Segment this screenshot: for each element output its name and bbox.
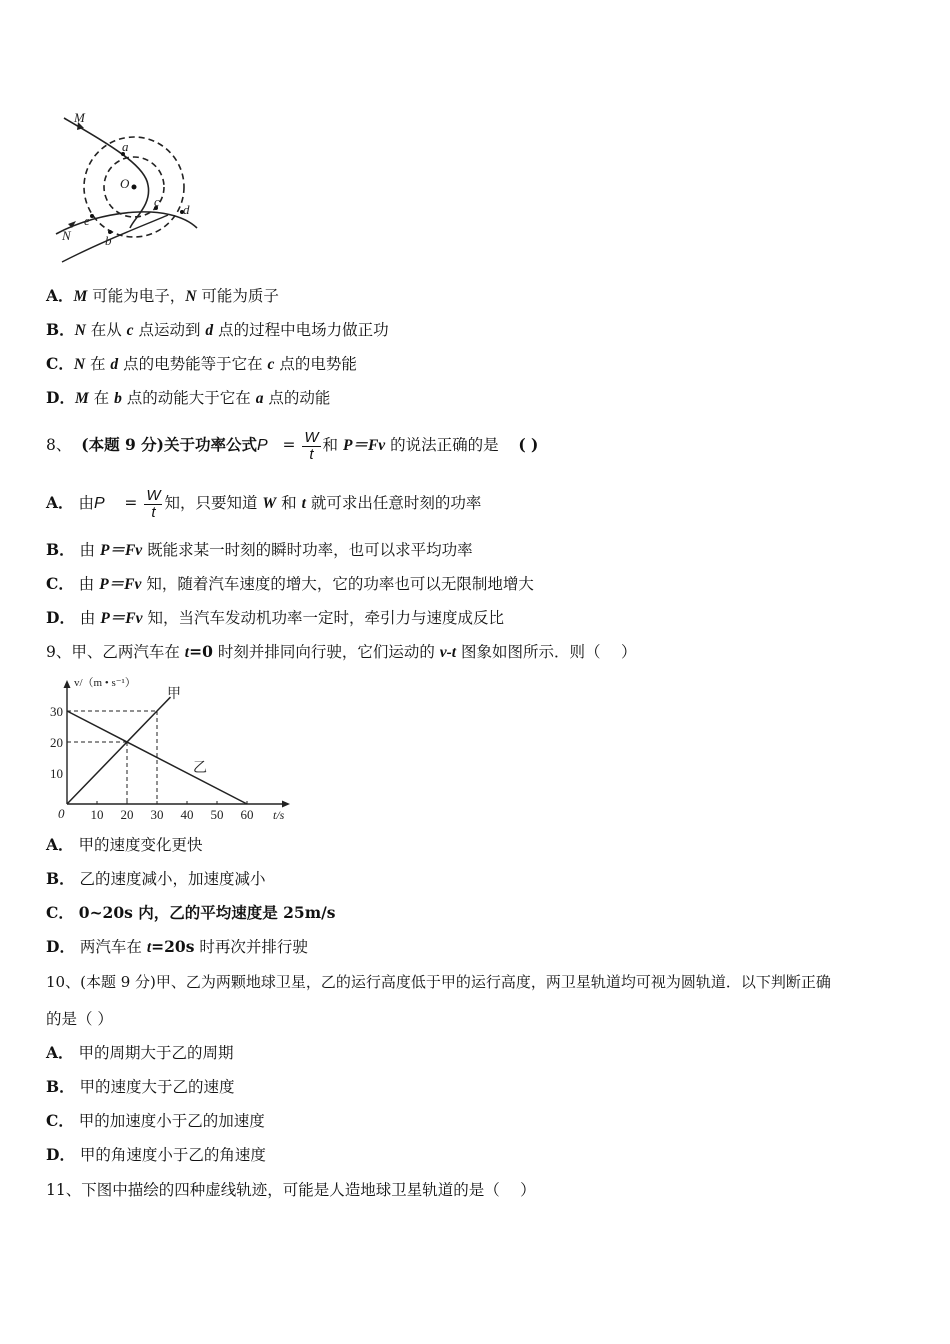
x-tick-label-50: 50 (210, 807, 224, 822)
center-point-o (132, 185, 137, 190)
q8-option-c: C． 由 P＝Fv 知，随着汽车速度的增大，它的功率也可以无限制地增大 (46, 574, 534, 593)
q10-option-c: C． 甲的加速度小于乙的加速度 (46, 1111, 265, 1130)
q7-option-a: A．M 可能为电子，N 可能为质子 (46, 286, 279, 305)
q8-option-b: B． 由 P＝Fv 既能求某一时刻的瞬时功率，也可以求平均功率 (46, 540, 473, 559)
q7-option-d: D．M 在 b 点的动能大于它在 a 点的动能 (46, 388, 331, 407)
vt-chart (40, 672, 300, 832)
q9-option-c: C． 0~20s 内，乙的平均速度是 25m/s (46, 903, 336, 922)
power-fraction: $\frac{W}{t}$ (304, 428, 319, 463)
y-axis-label: v/（m • s⁻¹） (74, 677, 136, 689)
y-tick-label-30: 30 (50, 704, 63, 719)
label-m: M (74, 110, 85, 125)
q10-option-d: D． 甲的角速度小于乙的角速度 (46, 1145, 266, 1164)
label-n: N (62, 228, 71, 243)
label-o: O (120, 176, 130, 191)
q7-option-b: B．N 在从 c 点运动到 d 点的过程中电场力做正功 (46, 320, 389, 339)
q11-stem: 11、下图中描绘的四种虚线轨迹，可能是人造地球卫星轨道的是（ ） (46, 1181, 536, 1199)
trajectory-extra (62, 215, 168, 262)
series-label-jia: 甲 (167, 687, 181, 702)
q9-option-d: D． 两汽车在 t=20s 时再次并排行驶 (46, 937, 308, 956)
y-tick-label-20: 20 (50, 735, 63, 750)
q9-option-b: B． 乙的速度减小，加速度减小 (46, 869, 266, 888)
origin-label: 0 (58, 806, 65, 821)
x-tick-label-20: 20 (120, 807, 134, 822)
q10-stem-line2: 的是（ ） (46, 1010, 113, 1028)
trajectory-n (56, 212, 197, 234)
x-axis-arrow (282, 801, 290, 808)
y-axis-arrow (64, 680, 71, 688)
q10-option-b: B． 甲的速度大于乙的速度 (46, 1077, 235, 1096)
label-d: d (183, 202, 190, 217)
power-fraction-a: $\frac{W}{t}$ (146, 486, 161, 521)
x-tick-label-60: 60 (240, 807, 254, 822)
electric-field-figure (50, 110, 210, 270)
point-e (90, 214, 94, 218)
series-label-yi: 乙 (193, 761, 207, 776)
label-a: a (122, 139, 129, 154)
series-line-0 (67, 711, 157, 804)
q9-option-a: A． 甲的速度变化更快 (46, 835, 203, 854)
q8-option-d: D． 由 P＝Fv 知，当汽车发动机功率一定时，牵引力与速度成反比 (46, 608, 504, 627)
x-axis-label: t/s (273, 808, 285, 822)
label-e: e (84, 213, 90, 228)
q8-option-a: A． 由P = $\frac{W}{t}$ 知，只要知道 W 和 t 就可求出任意时刻的功率 (46, 486, 482, 521)
x-tick-label-10: 10 (90, 807, 104, 822)
y-tick-label-10: 10 (50, 766, 63, 781)
q10-stem-line1: 10、(本题 9 分)甲、乙为两颗地球卫星，乙的运行高度低于甲的运行高度，两卫星轨道均可视为圆轨道．以下判断正确 (46, 973, 831, 991)
x-tick-label-30: 30 (150, 807, 164, 822)
q10-option-a: A． 甲的周期大于乙的周期 (46, 1043, 234, 1062)
label-b: b (105, 233, 112, 248)
label-c: c (154, 194, 160, 209)
x-tick-label-40: 40 (180, 807, 194, 822)
q9-stem: 9、甲、乙两汽车在 t=0 时刻并排同向行驶，它们运动的 v-t 图象如图所示．则（ ） (46, 642, 637, 661)
q8-stem: 8、 (本题 9 分)关于功率公式P = $\frac{W}{t}$ 和 P＝Fv 的说法正确的是 ( ) (46, 428, 539, 463)
q7-option-c: C．N 在 d 点的电势能等于它在 c 点的电势能 (46, 354, 357, 373)
